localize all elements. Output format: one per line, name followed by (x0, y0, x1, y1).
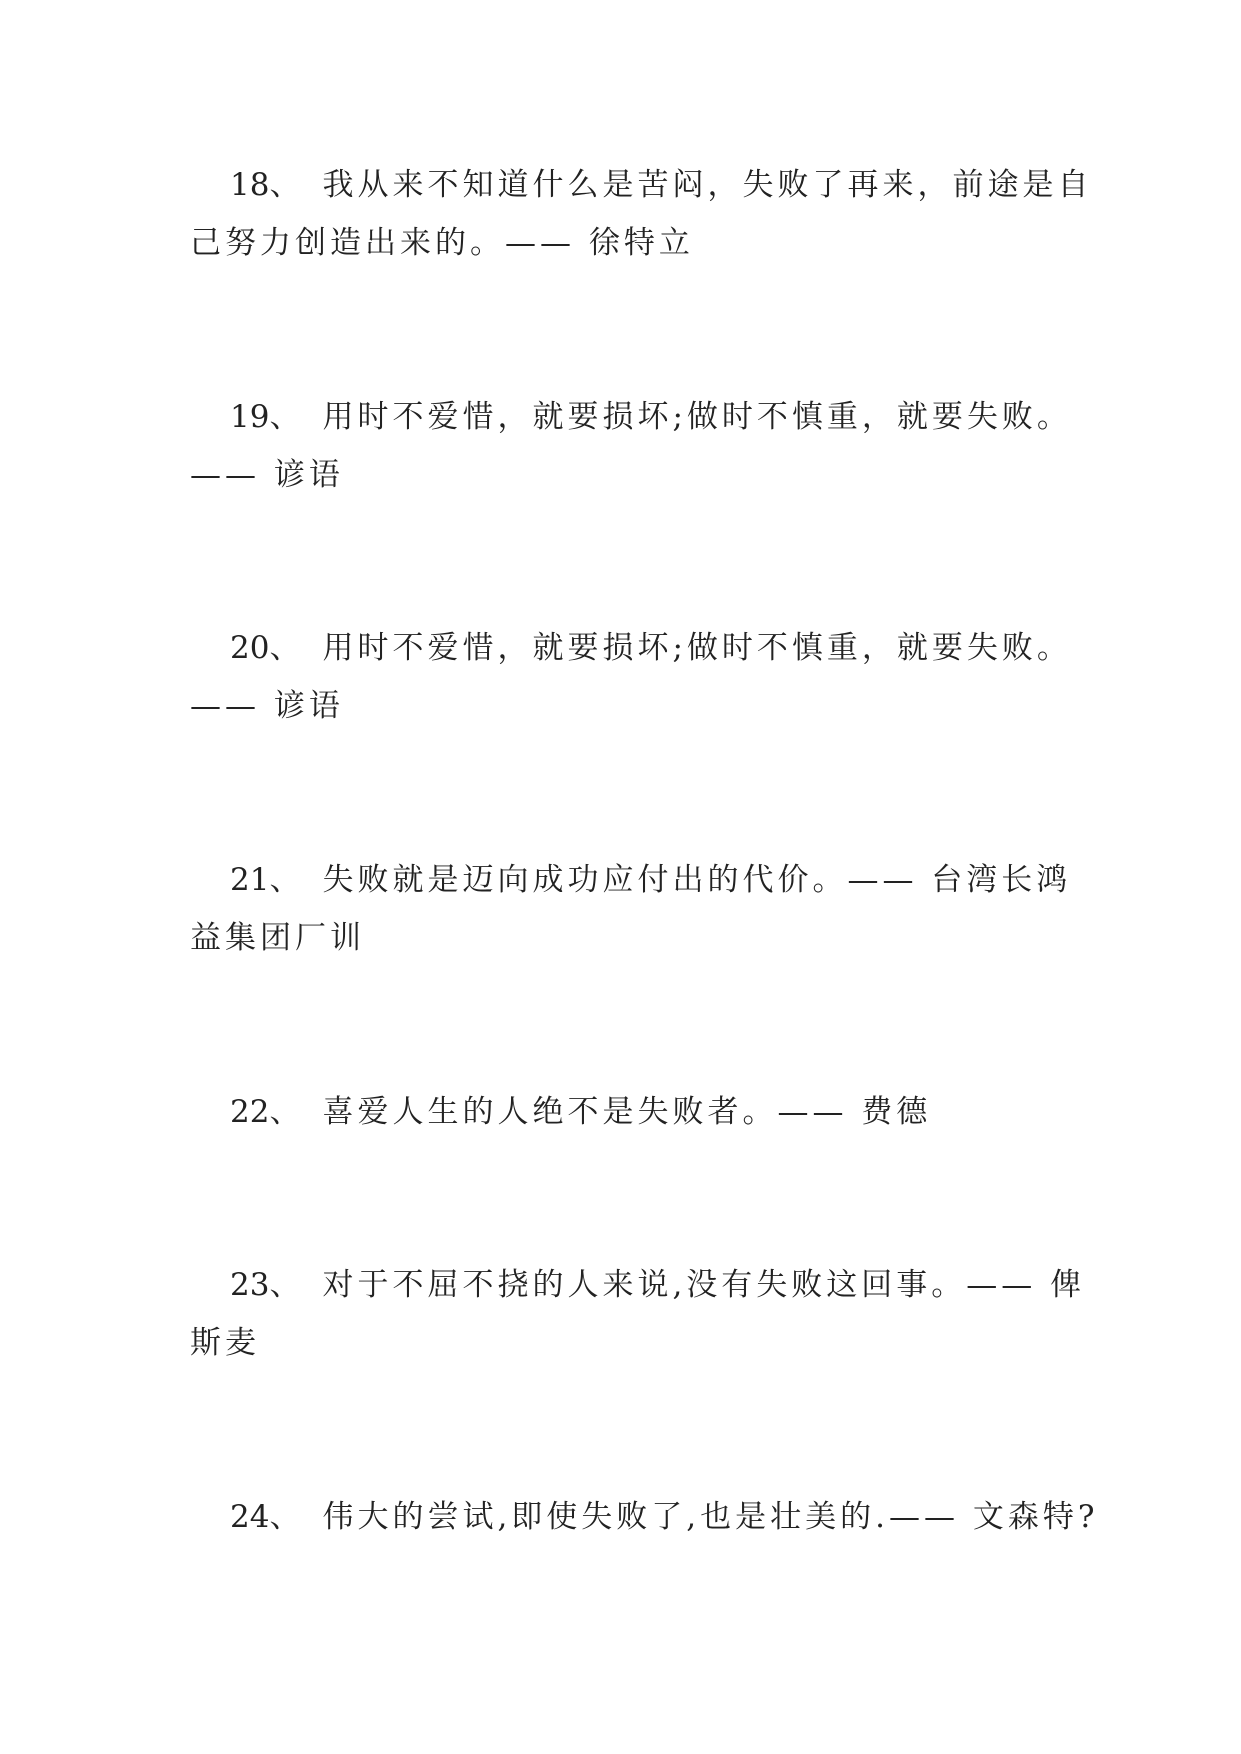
quote-20-line-1 (230, 628, 1072, 668)
quote-22-line-1 (230, 1092, 931, 1132)
quote-23-line-2 (190, 1323, 260, 1363)
quote-text: 用时不爱惜，就要损坏;做时不慎重，就要失败。 (322, 399, 1072, 435)
quote-number: 20、 (230, 630, 301, 666)
quote-23-line-1 (230, 1265, 1085, 1305)
quote-text: 对于不屈不挠的人来说,没有失败这回事。—— 俾 (322, 1267, 1086, 1303)
quote-text: 失败就是迈向成功应付出的代价。—— 台湾长鸿 (322, 862, 1072, 898)
quote-text-continued: —— 谚语 (190, 688, 344, 724)
quote-text-continued: 己努力创造出来的。—— 徐特立 (190, 225, 694, 261)
quote-number: 22、 (230, 1094, 301, 1130)
quote-text: 用时不爱惜，就要损坏;做时不慎重，就要失败。 (322, 630, 1072, 666)
quote-number: 24、 (230, 1499, 301, 1535)
quote-text-continued: 益集团厂训 (190, 920, 365, 956)
quote-24-line-1 (230, 1497, 1099, 1537)
quote-number: 18、 (230, 167, 301, 203)
quote-18-line-2 (190, 223, 694, 263)
quote-18-line-1 (230, 165, 1092, 205)
quote-number: 23、 (230, 1267, 301, 1303)
quote-20-line-2 (190, 686, 344, 726)
quote-text: 喜爱人生的人绝不是失败者。—— 费德 (322, 1094, 932, 1130)
quote-19-line-1 (230, 397, 1072, 437)
quote-21-line-2 (190, 918, 365, 958)
quote-19-line-2 (190, 455, 344, 495)
quote-number: 19、 (230, 399, 301, 435)
quote-text-continued: 斯麦 (190, 1325, 260, 1361)
quote-text: 伟大的尝试,即使失败了,也是壮美的.—— 文森特? (322, 1499, 1099, 1535)
quote-text: 我从来不知道什么是苦闷，失败了再来，前途是自 (322, 167, 1093, 203)
quote-21-line-1 (230, 860, 1071, 900)
quote-number: 21、 (230, 862, 301, 898)
quote-text-continued: —— 谚语 (190, 457, 344, 493)
